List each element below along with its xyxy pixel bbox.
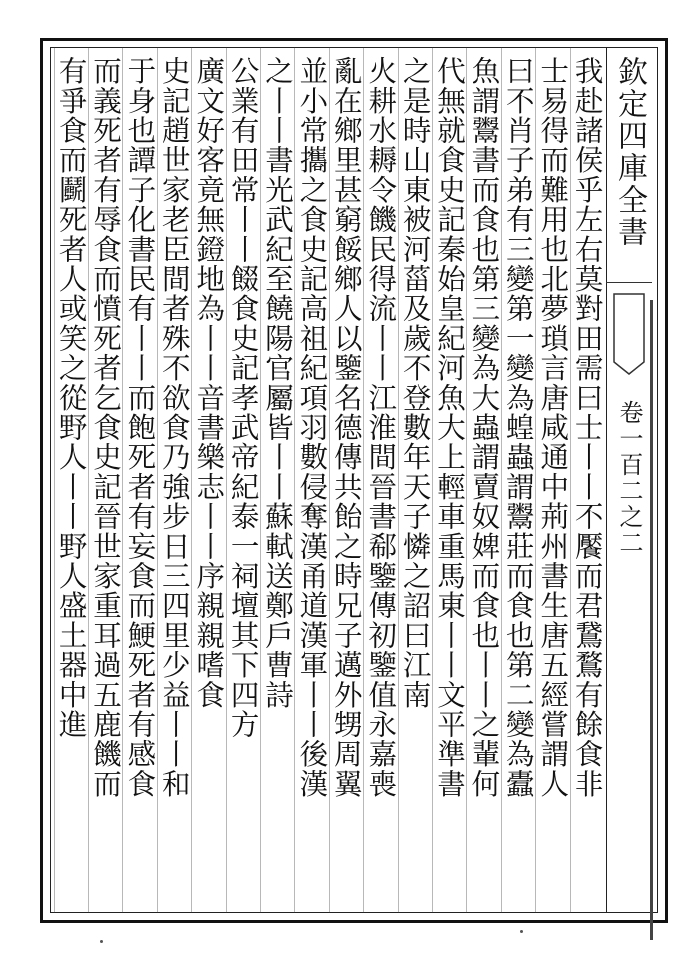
column-rule — [466, 47, 467, 913]
column-rule — [226, 47, 227, 913]
text-column: 于身也譚子化書民有丨丨而飽死者有妄食而鯁死者有感食 — [123, 56, 157, 799]
speck — [100, 940, 103, 943]
column-rule — [122, 47, 123, 913]
text-column: 史記趙世家老臣間者殊不欲食乃強步日三四里少益丨丨和 — [157, 56, 191, 799]
text-column: 有爭食而鬬死者人或笑之從野人丨丨野人盛土器中進 — [54, 56, 88, 740]
text-column: 廣文好客竟無鐙地為丨丨音書樂志丨丨序親親嗜食 — [192, 56, 226, 710]
column-rule — [294, 47, 295, 913]
column-rule — [570, 47, 571, 913]
header-divider — [606, 282, 652, 283]
column-rule — [432, 47, 433, 913]
text-column: 曰不肖子弟有三變第一變為蝗蟲謂鬻莊而食也第二變為蠹 — [501, 56, 535, 799]
column-rule — [191, 47, 192, 913]
text-column: 我赴諸侯乎左右莫對田需曰士丨丨不饜而君鵞鶩有餘食非 — [570, 56, 604, 799]
column-rule — [329, 47, 330, 913]
column-rule — [157, 47, 158, 913]
text-column: 之是時山東被河菑及歲不登數年天子憐之詔曰江南 — [398, 56, 432, 710]
text-column: 火耕水耨令饑民得流丨丨江淮間晉書郗鑒傳初鑒值永嘉喪 — [364, 56, 398, 799]
column-rule — [88, 47, 89, 913]
fish-tail-mark — [612, 292, 646, 382]
book-title: 欽定四庫全書 — [612, 56, 647, 248]
column-rule — [260, 47, 261, 913]
column-rule — [363, 47, 364, 913]
column-rule — [535, 47, 536, 913]
column-rule — [54, 47, 55, 913]
column-rule — [398, 47, 399, 913]
text-column: 魚謂鬻書而食也第三變為大蟲謂賣奴婢而食也丨丨之輩何 — [467, 56, 501, 799]
text-column: 士易得而難用也北夢瑣言唐咸通中荊州書生唐五經嘗謂人 — [536, 56, 570, 799]
text-column: 亂在鄉里甚窮餒鄉人以鑒名德傳共飴之時兄子邁外甥周翼 — [329, 56, 363, 799]
text-column: 之丨丨書光武紀至饒陽官屬皆丨丨蘇軾送鄭戶曹詩 — [261, 56, 294, 710]
text-column: 並小常攜之食史記高祖紀項羽數侵奪漢甬道漢軍丨丨後漢 — [295, 56, 329, 799]
speck — [520, 930, 523, 933]
text-column: 代無就食史記秦始皇紀河魚大上輕車重馬東丨丨文平準書 — [433, 56, 466, 799]
volume-label: 卷一百二之二 — [615, 400, 643, 556]
text-column: 公業有田常丨丨餟食史記孝武帝紀泰一祠壇其下四方 — [226, 56, 260, 740]
column-rule — [501, 47, 502, 913]
page-shadow — [650, 300, 653, 940]
text-column: 而義死者有辱食而憤死者乞食史記晉世家重耳過五鹿饑而 — [89, 56, 122, 799]
